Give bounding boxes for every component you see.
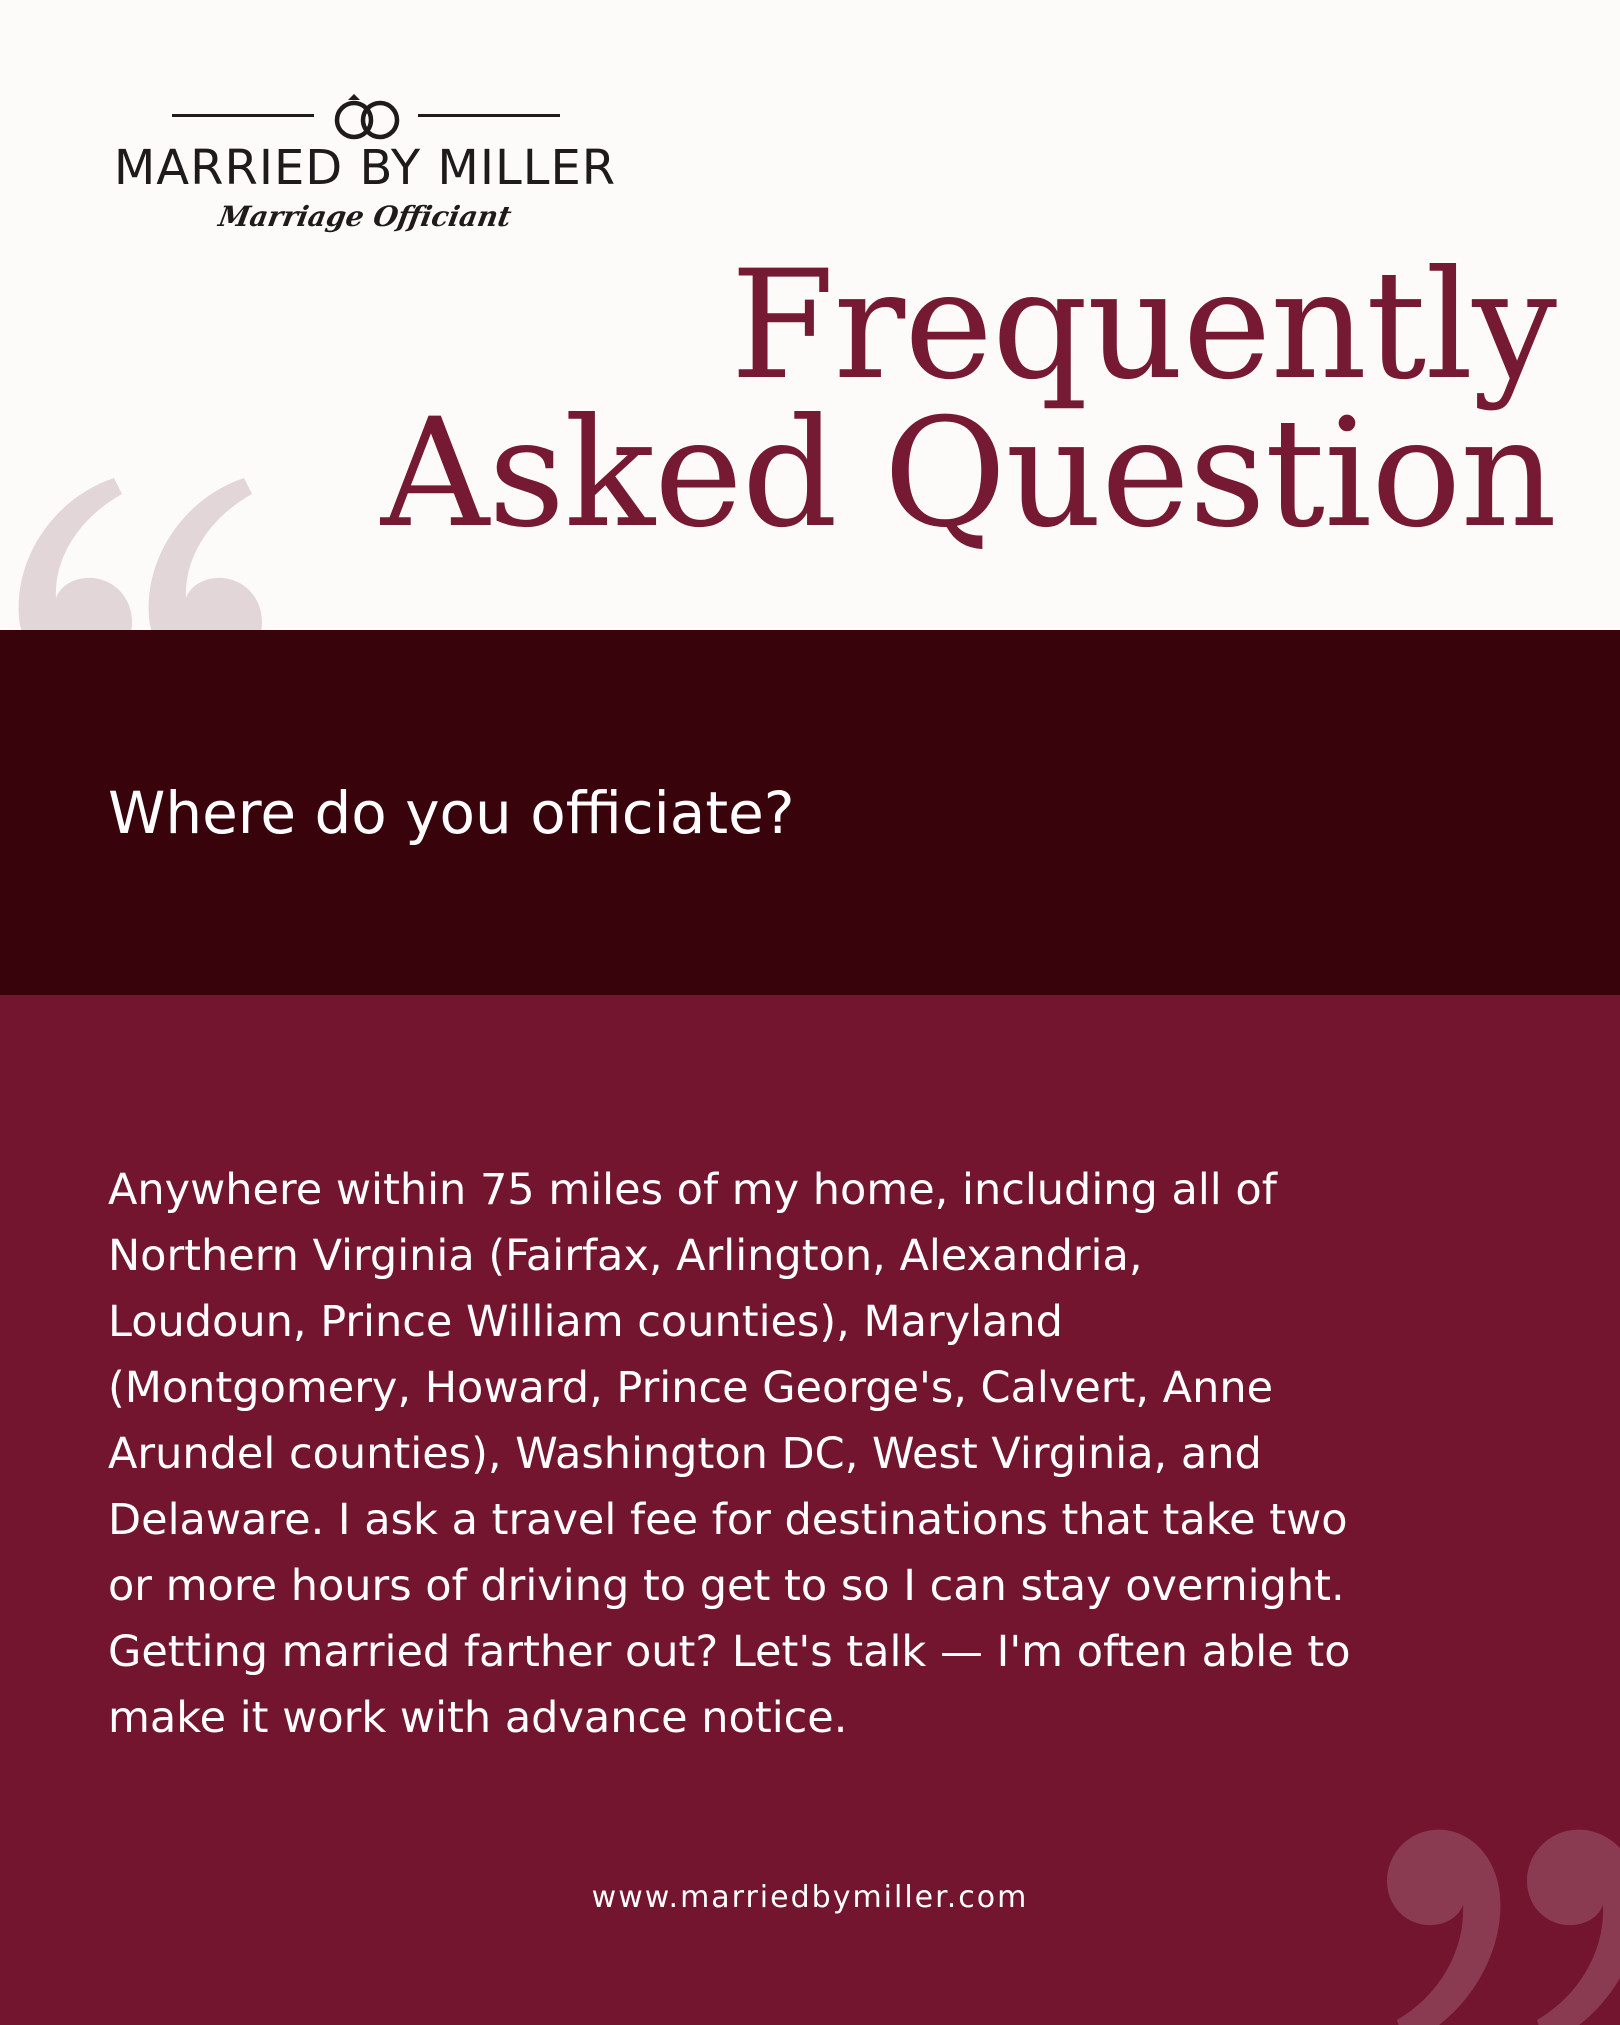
answer-line: Loudoun, Prince William counties), Maryland xyxy=(108,1297,1063,1347)
headline-line-2: Asked Question xyxy=(380,387,1556,561)
brand-logo xyxy=(90,88,640,238)
website-link[interactable]: www.marriedbymiller.com xyxy=(591,1880,1029,1915)
page-headline xyxy=(256,239,1556,561)
answer-section xyxy=(0,995,1620,2025)
answer-line: Getting married farther out? Let's talk — I'm often able to xyxy=(108,1627,1351,1677)
logo-left-rule xyxy=(172,114,314,117)
answer-line: (Montgomery, Howard, Prince George's, Calvert, Anne xyxy=(108,1363,1274,1413)
answer-line: Northern Virginia (Fairfax, Arlington, Alexandria, xyxy=(108,1231,1143,1281)
brand-tagline: Marriage Officiant xyxy=(216,200,514,233)
answer-line: Arundel counties), Washington DC, West Virginia, and xyxy=(108,1429,1262,1479)
logo-right-rule xyxy=(418,114,560,117)
header-section xyxy=(0,0,1620,630)
brand-name: MARRIED BY MILLER xyxy=(113,140,617,196)
faq-question: Where do you officiate? xyxy=(108,779,795,847)
open-quote-icon xyxy=(0,448,284,630)
close-quote-icon xyxy=(1365,1815,1620,2025)
question-band xyxy=(0,630,1620,995)
interlocking-rings-icon xyxy=(324,92,410,142)
faq-answer xyxy=(108,1157,1548,1751)
answer-line: Anywhere within 75 miles of my home, including all of xyxy=(108,1165,1277,1215)
headline-line-1: Frequently xyxy=(730,239,1556,413)
answer-line: or more hours of driving to get to so I can stay overnight. xyxy=(108,1561,1345,1611)
answer-line: make it work with advance notice. xyxy=(108,1693,848,1743)
answer-line: Delaware. I ask a travel fee for destinations that take two xyxy=(108,1495,1348,1545)
